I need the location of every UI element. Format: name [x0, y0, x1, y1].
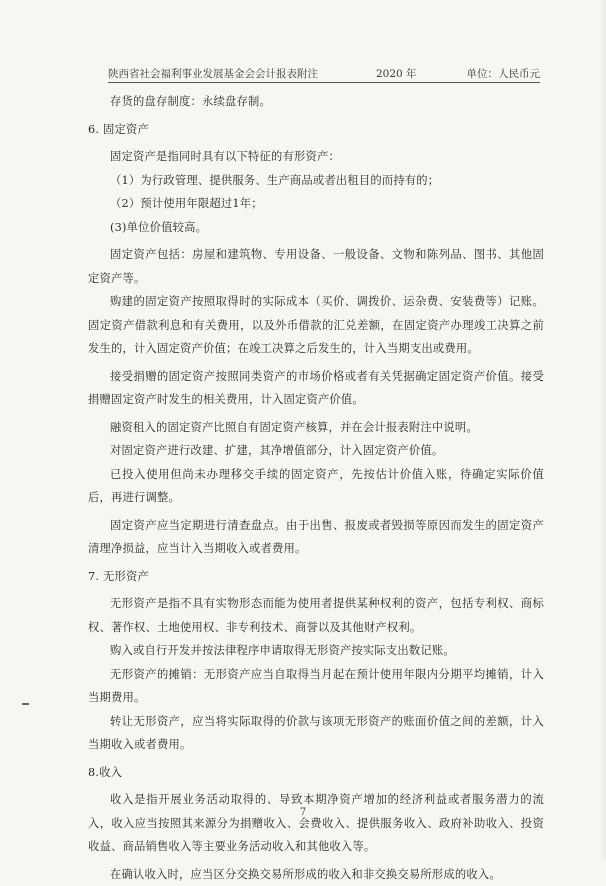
paragraph: 已投入使用但尚未办理移交手续的固定资产，先按估计价值入账，待确定实际价值后，再进行调整。	[88, 463, 544, 510]
paragraph: 无形资产的摊销：无形资产应当自取得当月起在预计使用年限内分期平均摊销，计入当期费用。	[88, 663, 544, 710]
page-header	[108, 64, 540, 83]
margin-mark	[22, 703, 29, 705]
page-number: 7	[0, 807, 606, 818]
paragraph: 接受捐赠的固定资产按照同类资产的市场价格或者有关凭据确定固定资产价值。接受捐赠固定资产时发生的相关费用，计入固定资产价值。	[88, 365, 544, 412]
paragraph: 购入或自行开发并按法律程序申请取得无形资产按实际支出数记账。	[88, 639, 544, 663]
section-heading-intangible-assets: 7. 无形资产	[88, 565, 544, 589]
paragraph-inventory: 存货的盘存制度：永续盘存制。	[88, 90, 544, 114]
paragraph: 转让无形资产，应当将实际取得的价款与该项无形资产的账面价值之间的差额，计入当期收入或者费用。	[88, 710, 544, 757]
paragraph: 固定资产包括：房屋和建筑物、专用设备、一般设备、文物和陈列品、图书、其他固定资产等。	[88, 243, 544, 290]
list-item: （2）预计使用年限超过1年；	[88, 192, 544, 216]
header-year: 2020 年	[376, 66, 417, 81]
paragraph: 收入是指开展业务活动取得的、导致本期净资产增加的经济利益或者服务潜力的流入，收入应当按照其来源分为捐赠收入、会费收入、提供服务收入、政府补助收入、投资收益、商品销售收入等主要业务活动收入和其他收入等。	[88, 788, 544, 859]
page-body	[88, 90, 544, 886]
paragraph: 无形资产是指不具有实物形态而能为使用者提供某种权利的资产，包括专利权、商标权、著作权、土地使用权、非专利技术、商誉以及其他财产权利。	[88, 592, 544, 639]
paragraph: 购建的固定资产按照取得时的实际成本（买价、调拨价、运杂费、安装费等）记账。固定资产借款利息和有关费用，以及外币借款的汇兑差额，在固定资产办理竣工决算之前发生的，计入固定资产价值；在竣工决算之后发生的，计入当期支出或费用。	[88, 290, 544, 361]
header-organization: 陕西省社会福利事业发展基金会会计报表附注	[108, 66, 318, 81]
list-item: （1）为行政管理、提供服务、生产商品或者出租目的而持有的；	[88, 169, 544, 193]
paragraph: 固定资产是指同时具有以下特征的有形资产：	[88, 145, 544, 169]
paragraph: 对固定资产进行改建、扩建，其净增值部分，计入固定资产价值。	[88, 439, 544, 463]
paragraph: 在确认收入时，应当区分交换交易所形成的收入和非交换交易所形成的收入。	[88, 863, 544, 886]
page-edge-shadow	[600, 0, 606, 859]
paragraph: 融资租入的固定资产比照自有固定资产核算，并在会计报表附注中说明。	[88, 416, 544, 440]
header-unit: 单位：人民币元	[467, 66, 541, 81]
section-heading-fixed-assets: 6. 固定资产	[88, 118, 544, 142]
paragraph: 固定资产应当定期进行清查盘点。由于出售、报废或者毁损等原因而发生的固定资产清理净损益，应当计入当期收入或者费用。	[88, 514, 544, 561]
list-item: (3)单位价值较高。	[88, 216, 544, 240]
section-heading-revenue: 8.收入	[88, 761, 544, 785]
